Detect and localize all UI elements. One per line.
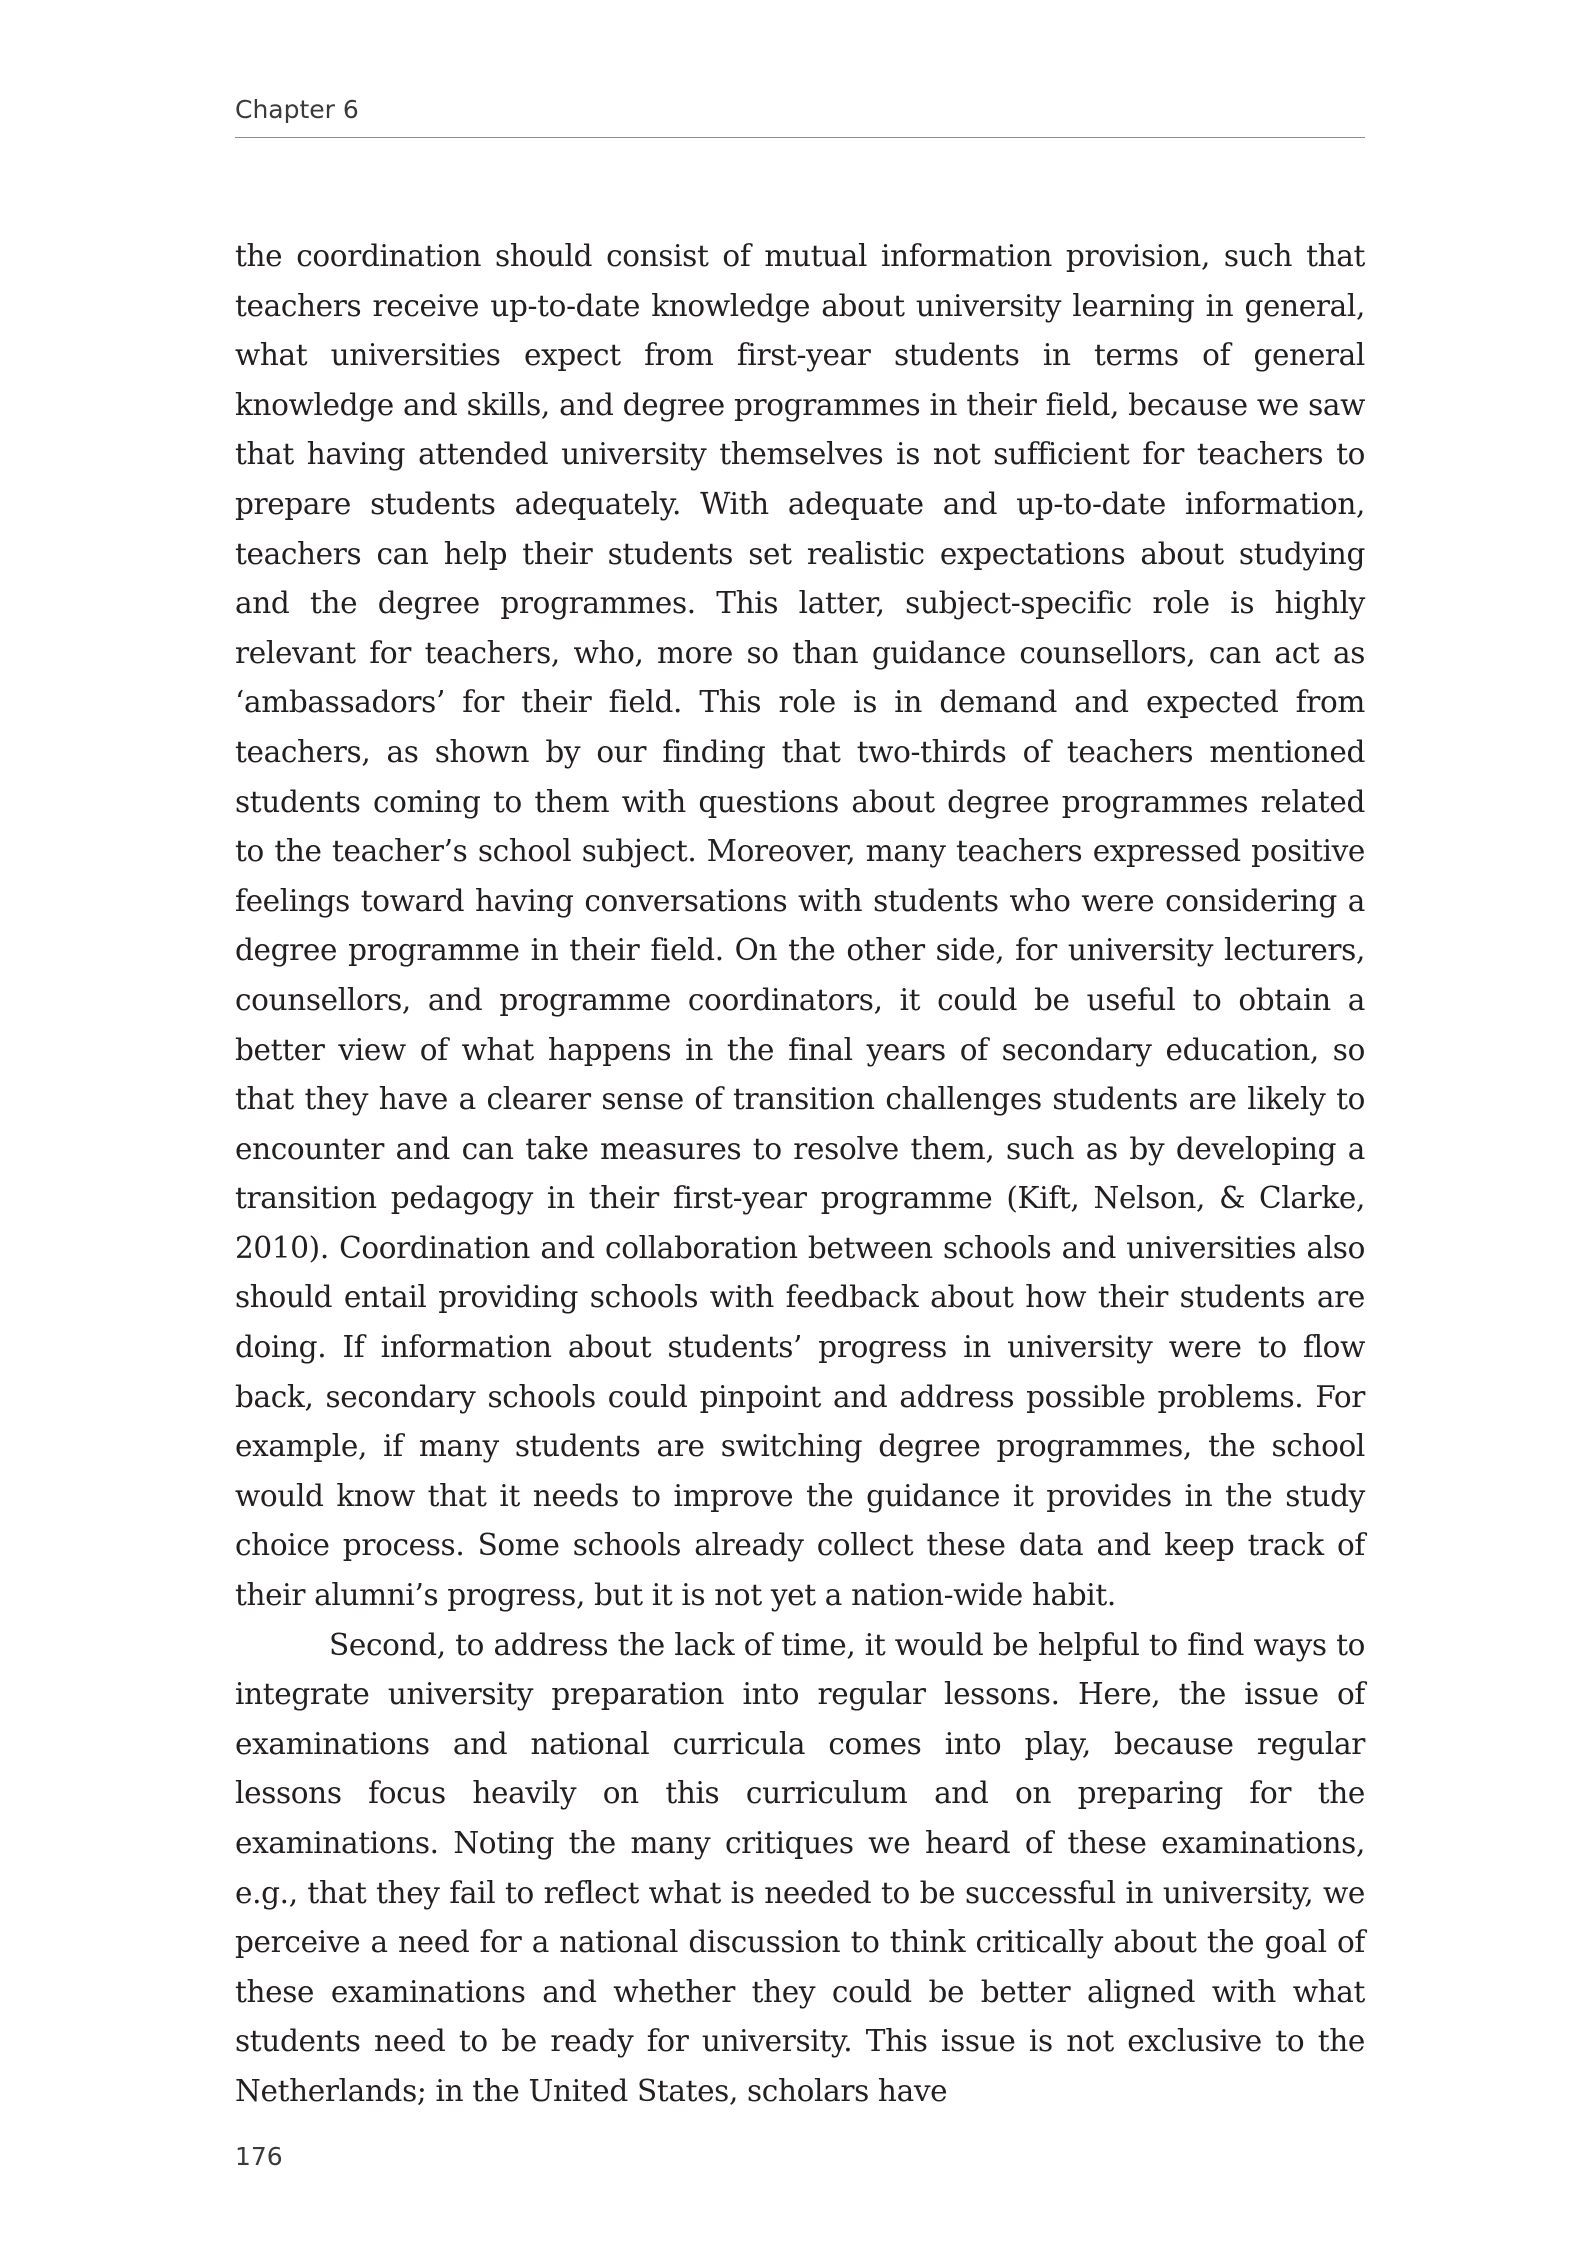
paragraph: Second, to address the lack of time, it would be helpful to find ways to integrate university preparation into regular lessons. Here, the issue of examinations and national curricula comes into play, because regular lessons focus heavily on this curriculum and on preparing for the examinations. Noting the many critiques we heard of these examinations, e.g., that they fail to reflect what is needed to be successful in university, we perceive a need for a national discussion to think critically about the goal of these examinations and whether they could be better aligned with what students need to be ready for university. This issue is not exclusive to the Netherlands; in the United States, scholars have bbox=[235, 1627, 1365, 2108]
page-number: 176 bbox=[235, 2142, 283, 2171]
header-rule bbox=[235, 137, 1365, 138]
paragraph: the coordination should consist of mutual information provision, such that teachers receive up-to-date knowledge about university learning in general, what universities expect from first-year students in terms of general knowledge and skills, and degree programmes in their field, because we saw that having attended university themselves is not sufficient for teachers to prepare students adequately. With adequate and up-to-date information, teachers can help their students set realistic expectations about studying and the degree programmes. This latter, subject-specific role is highly relevant for teachers, who, more so than guidance counsellors, can act as ‘ambassadors’ for their field. This role is in demand and expected from teachers, as shown by our finding that two-thirds of teachers mentioned students coming to them with questions about degree programmes related to the teacher’s school subject. Moreover, many teachers expressed positive feelings toward having conversations with students who were considering a degree programme in their field. On the other side, for university lecturers, counsellors, and programme coordinators, it could be useful to obtain a better view of what happens in the final years of secondary education, so that they have a clearer sense of transition challenges students are likely to encounter and can take measures to resolve them, such as by developing a transition pedagogy in their first-year programme (Kift, Nelson, & Clarke, 2010). Coordination and collaboration between schools and universities also should entail providing schools with feedback about how their students are doing. If information about students’ progress in university were to flow back, secondary schools could pinpoint and address possible problems. For example, if many students are switching degree programmes, the school would know that it needs to improve the guidance it provides in the study choice process. Some schools already collect these data and keep track of their alumni’s progress, but it is not yet a nation-wide habit. bbox=[235, 239, 1365, 1613]
body-text bbox=[235, 232, 1365, 2117]
running-head: Chapter 6 bbox=[235, 95, 359, 124]
